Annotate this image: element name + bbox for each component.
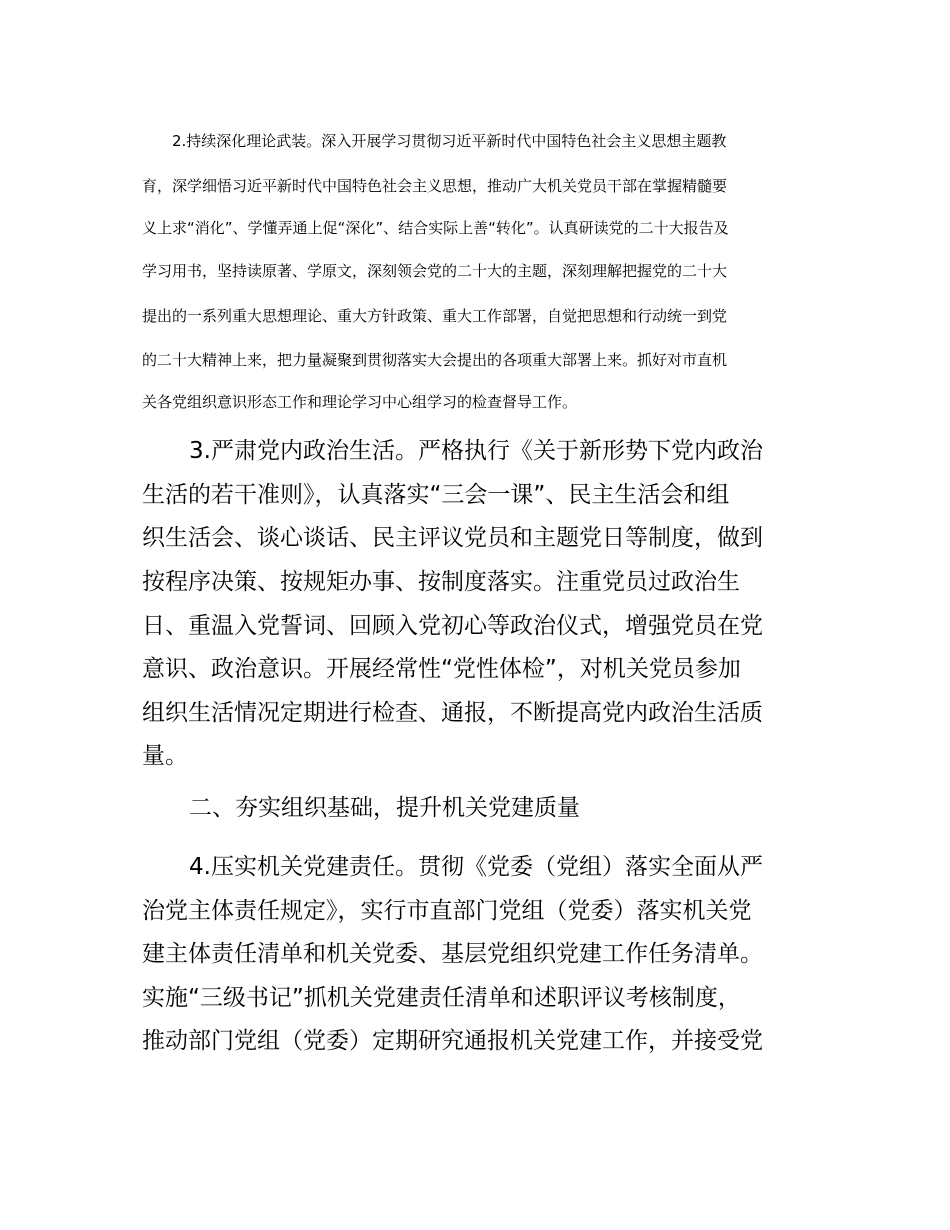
paragraph-4-line-3: 建主体责任清单和机关党委、基层党组织党建工作任务清单。 [142, 941, 763, 967]
paragraph-2-line-2: 育，深学细悟习近平新时代中国特色社会主义思想，推动广大机关党员干部在掌握精髓要 [142, 177, 728, 195]
paragraph-4-line-5: 推动部门党组（党委）定期研究通报机关党建工作，并接受党 [142, 1028, 763, 1054]
paragraph-2-line-6: 的二十大精神上来，把力量凝聚到贯彻落实大会提出的各项重大部署上来。抓好对市直机 [142, 351, 728, 369]
paragraph-3-line-3: 织生活会、谈心谈话、民主评议党员和主题党日等制度，做到 [142, 525, 763, 551]
paragraph-3-line-8: 量。 [142, 743, 188, 769]
paragraph-4-line-4: 实施“三级书记”抓机关党建责任清单和述职评议考核制度， [142, 985, 741, 1011]
paragraph-2-line-7: 关各党组织意识形态工作和理论学习中心组学习的检查督导工作。 [142, 393, 578, 411]
paragraph-3-line-1: 3.严肃党内政治生活。严格执行《关于新形势下党内政治 [189, 438, 763, 464]
paragraph-4-line-1: 4.压实机关党建责任。贯彻《党委（党组）落实全面从严 [189, 854, 763, 880]
paragraph-3-line-5: 日、重温入党誓词、回顾入党初心等政治仪式，增强党员在党 [142, 613, 763, 639]
paragraph-2-line-4: 学习用书，坚持读原著、学原文，深刻领会党的二十大的主题，深刻理解把握党的二十大 [142, 262, 728, 280]
paragraph-3-line-4: 按程序决策、按规矩办事、按制度落实。注重党员过政治生 [142, 569, 740, 595]
paragraph-2-line-5: 提出的一系列重大思想理论、重大方针政策、重大工作部署，自觉把思想和行动统一到党 [142, 307, 728, 325]
paragraph-3-line-2: 生活的若干准则》，认真落实“三会一课”、民主生活会和组 [142, 482, 730, 508]
paragraph-3-line-6: 意识、政治意识。开展经常性“党性体检”，对机关党员参加 [142, 656, 741, 682]
section-heading: 二、夯实组织基础，提升机关党建质量 [189, 795, 580, 821]
paragraph-3-line-7: 组织生活情况定期进行检查、通报，不断提高党内政治生活质 [142, 700, 763, 726]
paragraph-4-line-2: 治党主体责任规定》，实行市直部门党组（党委）落实机关党 [142, 898, 752, 924]
paragraph-2-line-3: 义上求“消化”、学懂弄通上促“深化”、结合实际上善“转化”。认真研读党的二十大报告及 [142, 219, 729, 237]
paragraph-2-line-1: 2.持续深化理论武装。深入开展学习贯彻习近平新时代中国特色社会主义思想主题教 [172, 132, 727, 150]
